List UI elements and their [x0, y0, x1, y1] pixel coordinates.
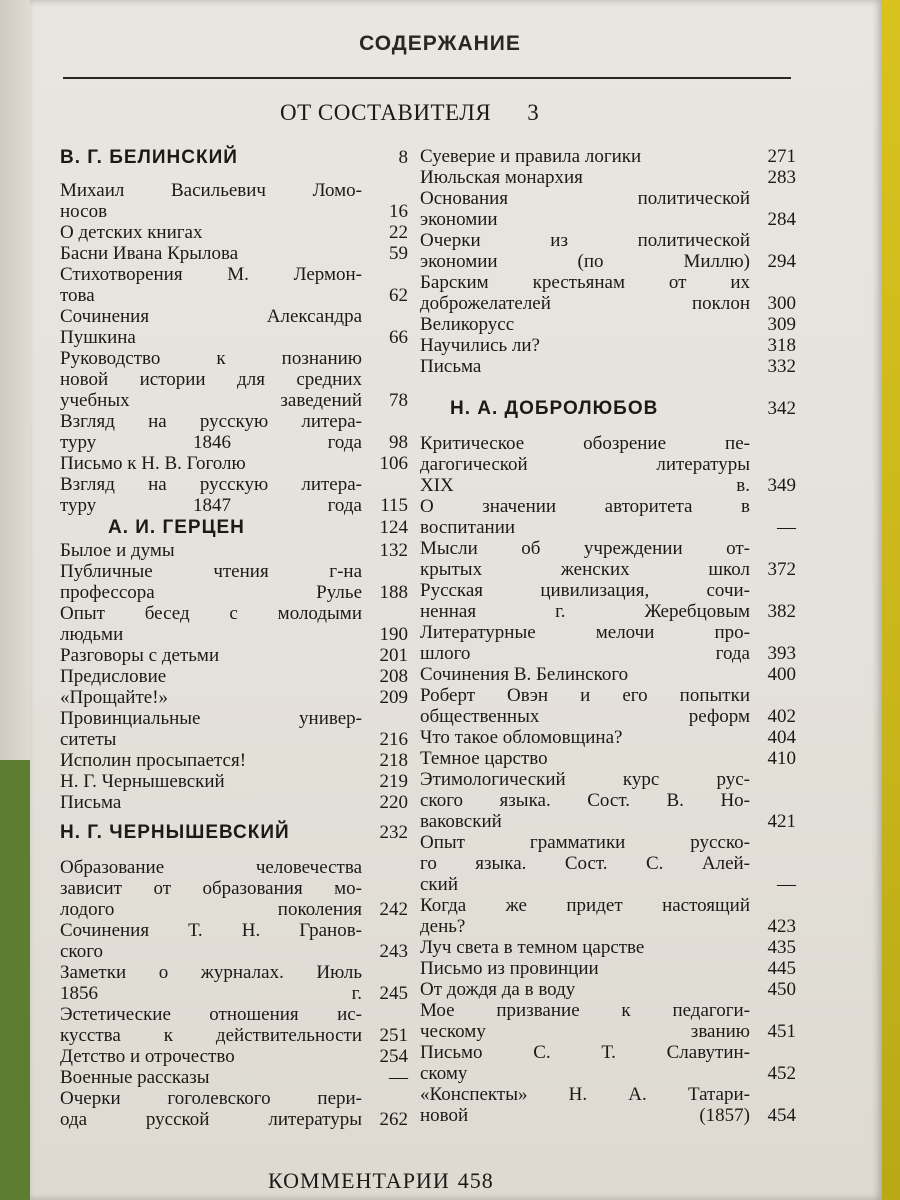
toc-entry — [60, 792, 410, 813]
entry-title-line: воспитании — [420, 517, 516, 538]
toc-entry — [60, 645, 410, 666]
entry-page: 98 — [389, 432, 408, 453]
author-page: 8 — [398, 147, 408, 168]
toc-entry — [60, 1088, 410, 1130]
entry-title-line: ский — [420, 874, 458, 895]
entry-page: 62 — [389, 285, 408, 306]
toc-entry — [420, 958, 798, 979]
entry-title-line: Взгляд на русскую литера- — [60, 474, 362, 495]
entry-title-line: крытых женских школ — [420, 559, 750, 580]
entry-title-line: учебных заведений — [60, 390, 362, 411]
entry-page: 452 — [767, 1063, 796, 1084]
toc-entry — [420, 188, 798, 230]
entry-page: 190 — [379, 624, 408, 645]
entry-title-line: ненная г. Жеребцовым — [420, 601, 750, 622]
entry-title-line: ситеты — [60, 729, 117, 750]
entry-title-line: Взгляд на русскую литера- — [60, 411, 362, 432]
entry-page: 454 — [767, 1105, 796, 1126]
intro-label: ОТ СОСТАВИТЕЛЯ — [280, 100, 492, 125]
entry-title-line: Стихотворения М. Лермон- — [60, 264, 362, 285]
author-page: 232 — [379, 822, 408, 843]
toc-entry — [60, 474, 410, 516]
toc-entry — [60, 771, 410, 792]
entry-title-line: «Прощайте!» — [60, 687, 169, 708]
entry-page: 59 — [389, 243, 408, 264]
entry-title-line: ского языка. Сост. В. Но- — [420, 790, 750, 811]
toc-entry — [60, 540, 410, 561]
entry-title-line: Заметки о журналах. Июль — [60, 962, 362, 983]
entry-title-line: Военные рассказы — [60, 1067, 210, 1088]
entry-page: 106 — [379, 453, 408, 474]
entry-page: 132 — [379, 540, 408, 561]
entry-title-line: Очерки из политической — [420, 230, 750, 251]
entry-title-line: ваковский — [420, 811, 502, 832]
entry-title-line: Публичные чтения г-на — [60, 561, 362, 582]
entry-page: 393 — [767, 643, 796, 664]
toc-entry — [420, 433, 798, 496]
entry-title-line: Что такое обломовщина? — [420, 727, 623, 748]
entry-title-line: Михаил Васильевич Ломо- — [60, 180, 362, 201]
toc-entry — [60, 920, 410, 962]
author-heading — [60, 516, 410, 540]
entry-page: 450 — [767, 979, 796, 1000]
entry-title-line: дагогической литературы — [420, 454, 750, 475]
toc-entry — [60, 962, 410, 1004]
entry-page: — — [389, 1067, 408, 1088]
author-name: В. Г. БЕЛИНСКИЙ — [60, 147, 238, 168]
toc-entry — [420, 769, 798, 832]
entry-page: 243 — [379, 941, 408, 962]
toc-entry — [420, 272, 798, 314]
entry-title-line: Суеверие и правила логики — [420, 146, 642, 167]
entry-title-line: ода русской литературы — [60, 1109, 362, 1130]
entry-page: — — [777, 517, 796, 538]
author-heading — [60, 821, 410, 845]
toc-entry — [420, 314, 798, 335]
entry-title-line: профессора Рулье — [60, 582, 362, 603]
entry-title-line: ческому званию — [420, 1021, 750, 1042]
toc-entry — [60, 306, 410, 348]
entry-page: 201 — [379, 645, 408, 666]
author-heading — [420, 397, 798, 421]
toc-entry — [420, 356, 798, 377]
entry-page: 271 — [767, 146, 796, 167]
entry-title-line: Основания политической — [420, 188, 750, 209]
entry-page: 404 — [767, 727, 796, 748]
entry-title-line: Письмо к Н. В. Гоголю — [60, 453, 246, 474]
entry-title-line: экономии (по Миллю) — [420, 251, 750, 272]
entry-title-line: новой истории для средних — [60, 369, 362, 390]
comments-page: 458 — [457, 1168, 494, 1193]
entry-page: 216 — [379, 729, 408, 750]
book-page — [30, 0, 882, 1200]
entry-page: 78 — [389, 390, 408, 411]
entry-page: 423 — [767, 916, 796, 937]
entry-title-line: лодого поколения — [60, 899, 362, 920]
comments-label: КОММЕНТАРИИ — [268, 1168, 450, 1193]
entry-title-line: Литературные мелочи про- — [420, 622, 750, 643]
toc-entry — [420, 727, 798, 748]
entry-title-line: 1856 г. — [60, 983, 362, 1004]
entry-title-line: Июльская монархия — [420, 167, 583, 188]
header-rule — [63, 77, 791, 79]
author-page: 124 — [379, 517, 408, 538]
entry-title-line: ского — [60, 941, 104, 962]
entry-title-line: скому — [420, 1063, 468, 1084]
entry-title-line: Луч света в темном царстве — [420, 937, 645, 958]
toc-entry — [60, 561, 410, 603]
entry-page: 209 — [379, 687, 408, 708]
toc-entry — [420, 832, 798, 895]
entry-title-line: Провинциальные универ- — [60, 708, 362, 729]
entry-title-line: общественных реформ — [420, 706, 750, 727]
entry-title-line: Роберт Овэн и его попытки — [420, 685, 750, 706]
toc-entry — [60, 603, 410, 645]
right-column — [420, 146, 798, 1126]
toc-entry — [420, 622, 798, 664]
entry-title-line: Исполин просыпается! — [60, 750, 247, 771]
entry-title-line: Детство и отрочество — [60, 1046, 235, 1067]
entry-title-line: От дождя да в воду — [420, 979, 576, 1000]
entry-page: 66 — [389, 327, 408, 348]
entry-page: 284 — [767, 209, 796, 230]
entry-title-line: новой (1857) — [420, 1105, 750, 1126]
entry-title-line: Критическое обозрение пе- — [420, 433, 750, 454]
entry-page: 16 — [389, 201, 408, 222]
entry-page: 435 — [767, 937, 796, 958]
toc-entry — [60, 180, 410, 222]
entry-title-line: Этимологический курс рус- — [420, 769, 750, 790]
entry-title-line: Письма — [60, 792, 122, 813]
entry-title-line: Мысли об учреждении от- — [420, 538, 750, 559]
toc-entry — [420, 748, 798, 769]
entry-title-line: Басни Ивана Крылова — [60, 243, 239, 264]
entry-page: 220 — [379, 792, 408, 813]
entry-title-line: шлого года — [420, 643, 750, 664]
comments-entry — [268, 1168, 494, 1194]
entry-page: 22 — [389, 222, 408, 243]
entry-title-line: XIX в. — [420, 475, 750, 496]
author-heading — [60, 146, 410, 170]
entry-page: 445 — [767, 958, 796, 979]
entry-title-line: Барским крестьянам от их — [420, 272, 750, 293]
entry-title-line: Разговоры с детьми — [60, 645, 220, 666]
toc-entry — [420, 335, 798, 356]
entry-title-line: Письмо из провинции — [420, 958, 599, 979]
entry-title-line: Эстетические отношения ис- — [60, 1004, 362, 1025]
toc-entry — [420, 167, 798, 188]
entry-title-line: Очерки гоголевского пери- — [60, 1088, 362, 1109]
toc-entry — [420, 895, 798, 937]
entry-title-line: доброжелателей поклон — [420, 293, 750, 314]
toc-entry — [60, 857, 410, 920]
entry-page: — — [777, 874, 796, 895]
entry-title-line: Сочинения Александра — [60, 306, 362, 327]
toc-entry — [420, 685, 798, 727]
intro-entry — [280, 100, 539, 126]
entry-title-line: Письмо С. Т. Славутин- — [420, 1042, 750, 1063]
author-name: Н. А. ДОБРОЛЮБОВ — [450, 398, 659, 419]
entry-title-line: Мое призвание к педагоги- — [420, 1000, 750, 1021]
entry-title-line: «Конспекты» Н. А. Татари- — [420, 1084, 750, 1105]
entry-title-line: Былое и думы — [60, 540, 175, 561]
toc-entry — [60, 264, 410, 306]
entry-title-line: Предисловие — [60, 666, 167, 687]
toc-entry — [60, 243, 410, 264]
toc-entry — [420, 230, 798, 272]
entry-title-line: Н. Г. Чернышевский — [60, 771, 225, 792]
entry-page: 218 — [379, 750, 408, 771]
entry-title-line: Великорусс — [420, 314, 515, 335]
entry-title-line: Сочинения Т. Н. Гранов- — [60, 920, 362, 941]
entry-title-line: О детских книгах — [60, 222, 203, 243]
entry-title-line: туру 1847 года — [60, 495, 362, 516]
entry-title-line: Опыт грамматики русско- — [420, 832, 750, 853]
entry-page: 382 — [767, 601, 796, 622]
entry-title-line: зависит от образования мо- — [60, 878, 362, 899]
entry-page: 400 — [767, 664, 796, 685]
entry-title-line: носов — [60, 201, 108, 222]
toc-entry — [420, 496, 798, 538]
toc-entry — [420, 1042, 798, 1084]
author-name: Н. Г. ЧЕРНЫШЕВСКИЙ — [60, 822, 290, 843]
toc-entry — [60, 666, 410, 687]
entry-page: 245 — [379, 983, 408, 1004]
author-page: 342 — [767, 398, 796, 419]
entry-title-line: Научились ли? — [420, 335, 540, 356]
toc-entry — [60, 687, 410, 708]
toc-entry — [420, 1000, 798, 1042]
entry-page: 219 — [379, 771, 408, 792]
entry-title-line: Образование человечества — [60, 857, 362, 878]
entry-page: 402 — [767, 706, 796, 727]
entry-title-line: това — [60, 285, 95, 306]
entry-title-line: Опыт бесед с молодыми — [60, 603, 362, 624]
entry-title-line: Когда же придет настоящий — [420, 895, 750, 916]
entry-page: 115 — [380, 495, 408, 516]
toc-entry — [420, 979, 798, 1000]
toc-entry — [420, 580, 798, 622]
entry-title-line: день? — [420, 916, 466, 937]
entry-page: 294 — [767, 251, 796, 272]
toc-entry — [420, 146, 798, 167]
entry-page: 300 — [767, 293, 796, 314]
entry-title-line: кусства к действительности — [60, 1025, 362, 1046]
entry-title-line: туру 1846 года — [60, 432, 362, 453]
toc-entry — [420, 937, 798, 958]
page-header: СОДЕРЖАНИЕ — [359, 32, 521, 55]
entry-title-line: людьми — [60, 624, 124, 645]
toc-entry — [420, 538, 798, 580]
toc-entry — [60, 1067, 410, 1088]
entry-page: 421 — [767, 811, 796, 832]
entry-title-line: Русская цивилизация, сочи- — [420, 580, 750, 601]
toc-entry — [60, 411, 410, 453]
entry-page: 349 — [767, 475, 796, 496]
entry-title-line: Пушкина — [60, 327, 136, 348]
entry-title-line: Темное царство — [420, 748, 548, 769]
entry-page: 254 — [379, 1046, 408, 1067]
entry-page: 251 — [379, 1025, 408, 1046]
toc-entry — [60, 750, 410, 771]
entry-title-line: го языка. Сост. С. Алей- — [420, 853, 750, 874]
entry-page: 372 — [767, 559, 796, 580]
entry-title-line: Письма — [420, 356, 482, 377]
entry-page: 410 — [767, 748, 796, 769]
entry-page: 262 — [379, 1109, 408, 1130]
toc-entry — [60, 1046, 410, 1067]
entry-title-line: Сочинения В. Белинского — [420, 664, 629, 685]
toc-entry — [60, 348, 410, 411]
author-name: А. И. ГЕРЦЕН — [108, 517, 245, 538]
left-column — [60, 146, 410, 1130]
toc-entry — [420, 1084, 798, 1126]
entry-title-line: экономии — [420, 209, 498, 230]
entry-page: 309 — [767, 314, 796, 335]
entry-page: 242 — [379, 899, 408, 920]
entry-page: 208 — [379, 666, 408, 687]
entry-page: 332 — [767, 356, 796, 377]
entry-page: 283 — [767, 167, 796, 188]
toc-entry — [60, 1004, 410, 1046]
toc-entry — [60, 222, 410, 243]
intro-page: 3 — [527, 100, 540, 125]
toc-entry — [60, 453, 410, 474]
toc-entry — [60, 708, 410, 750]
entry-page: 188 — [379, 582, 408, 603]
toc-entry — [420, 664, 798, 685]
entry-title-line: Руководство к познанию — [60, 348, 362, 369]
entry-title-line: О значении авторитета в — [420, 496, 750, 517]
entry-page: 318 — [767, 335, 796, 356]
entry-page: 451 — [767, 1021, 796, 1042]
